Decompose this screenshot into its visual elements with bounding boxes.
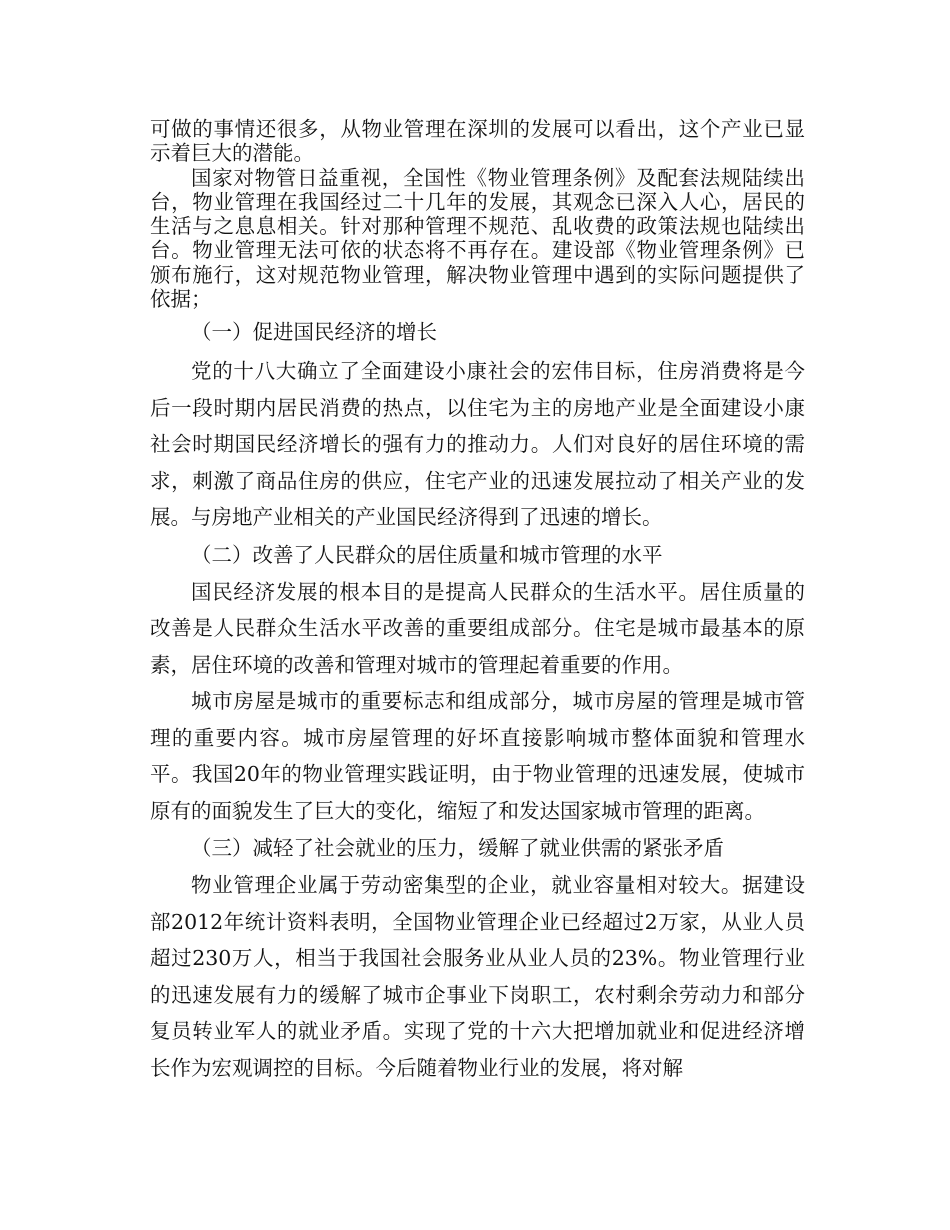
paragraph-2: 国家对物管日益重视，全国性《物业管理条例》及配套法规陆续出台，物业管理在我国经过二十几年的发展，其观念已深入人心，居民的生活与之息息相关。针对那种管理不规范、乱收费的政策法规也陆续出台。物业管理无法可依的状态将不再存在。建设部《物业管理条例》已颁布施行，这对规范物业管理，解决物业管理中遇到的实际问题提供了依据； bbox=[150, 165, 805, 312]
section-heading-2: （二）改善了人民群众的居住质量和城市管理的水平 bbox=[191, 542, 663, 567]
paragraph-1: 可做的事情还很多，从物业管理在深圳的发展可以看出，这个产业已显示着巨大的潜能。 bbox=[150, 117, 805, 166]
paragraph-6: 物业管理企业属于劳动密集型的企业，就业容量相对较大。据建设部2012年统计资料表明，全国物业管理企业已经超过2万家，从业人员超过230万人，相当于我国社会服务业从业人员的23%。物业管理行业的迅速发展有力的缓解了城市企事业下岗职工，农村剩余劳动力和部分复员转业军人的就业矛盾。实现了党的十六大把增加就业和促进经济增长作为宏观调控的目标。今后随着物业行业的发展，将对解 bbox=[150, 873, 805, 1080]
document-body bbox=[150, 117, 805, 1086]
paragraph-3: 党的十八大确立了全面建设小康社会的宏伟目标，住房消费将是今后一段时期内居民消费的热点，以住宅为主的房地产业是全面建设小康社会时期国民经济增长的强有力的推动力。人们对良好的居住环境的需求，刺激了商品住房的供应，住宅产业的迅速发展拉动了相关产业的发展。与房地产业相关的产业国民经济得到了迅速的增长。 bbox=[150, 359, 805, 530]
paragraph-5: 城市房屋是城市的重要标志和组成部分，城市房屋的管理是城市管理的重要内容。城市房屋管理的好坏直接影响城市整体面貌和管理水平。我国20年的物业管理实践证明，由于物业管理的迅速发展，使城市原有的面貌发生了巨大的变化，缩短了和发达国家城市管理的距离。 bbox=[150, 689, 805, 823]
paragraph-4: 国民经济发展的根本目的是提高人民群众的生活水平。居住质量的改善是人民群众生活水平改善的重要组成部分。住宅是城市最基本的原素，居住环境的改善和管理对城市的管理起着重要的作用。 bbox=[150, 579, 805, 677]
section-heading-1: （一）促进国民经济的增长 bbox=[191, 320, 437, 345]
section-heading-3: （三）减轻了社会就业的压力，缓解了就业供需的紧张矛盾 bbox=[191, 836, 724, 861]
